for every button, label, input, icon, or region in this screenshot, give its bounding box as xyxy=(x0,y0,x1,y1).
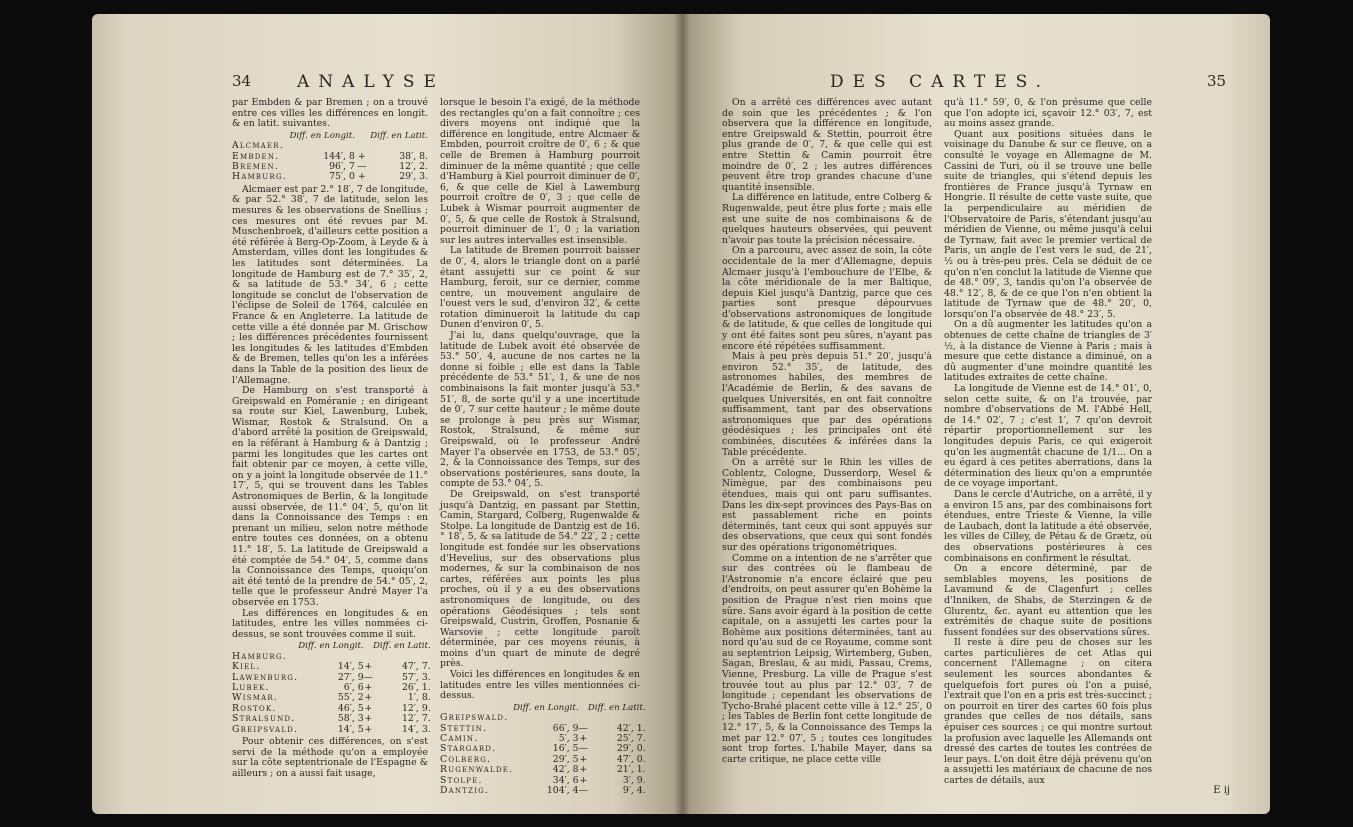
right-page-number: 35 xyxy=(1207,72,1227,90)
table-row: Stralsund. 58′, 3 + 12′, 7. xyxy=(232,713,431,725)
book-gutter xyxy=(674,14,690,814)
table-header: Diff. en Longit. xyxy=(289,130,355,141)
paragraph: On a encore déterminé, par de semblables moyens, les positions de Lavamund & de Clagenfurt ; celles d'Inniken, de Shabs, de Sterzingen & de Glurentz, &c. ayant eu attention que les extrémités de chaque suite de positions fussent fondées sur des observations sûres. xyxy=(944,563,1152,638)
table-row: Greipsvald. 14′, 5 + 14′, 3. xyxy=(232,723,431,735)
paragraph: La longitude de Vienne est de 14.° 01′, 0, selon cette suite, & on l'a trouvée, par nombre d'observations de M. l'Abbé Hell, de 14.° 02′, 7 ; c'est 1′, 7 qu'on devroit répartir proportionnellement sur les longitudes depuis Paris, ce qui exigeroit qu'on les augmentât chacune de 1/1... On a eu égard à ces petites aberrations, dans la détermination des lieux qu'on a empruntée de ce voyage important. xyxy=(944,383,1152,490)
table-row: Colberg. 29′, 5 + 47′, 0. xyxy=(440,753,646,765)
table-row: Wismar. 55′, 2 + 1′, 8. xyxy=(232,692,431,704)
table-row: Kiel. 14′, 5 + 47′, 7. xyxy=(232,661,431,673)
paragraph: Les différences en longitudes & en latitudes, entre les villes nommées ci-dessus, se sont trouvées comme il suit. xyxy=(232,607,428,640)
paragraph: Quant aux positions situées dans le voisinage du Danube & sur ce fleuve, on a consulté le voyage en Allemagne de M. Cassini de Turi, où il se trouve une belle suite de triangles, qui s'étend depuis les frontières de France jusqu'à Tyrnaw en Hongrie. Il résulte de cette vaste suite, que la perpendiculaire au méridien de l'Observatoire de Paris, s'étendant jusqu'au méridien de Vienne, ou même jusqu'à celui de Tyrnaw, fait avec le premier vertical de Paris, un angle de l'est vers le sud, de 21′, ½ ou à très-peu près. Cela se déduit de ce qu'on n'en conclut la latitude de Vienne que de 48.° 09′, 3, tandis qu'on l'a observée de 48.° 12′, 8, & de ce que l'on n'en obtient la latitude de Tyrnaw que de 48.° 20′, 0, lorsqu'on l'a observée de 48.° 23′, 5. xyxy=(944,128,1152,320)
paragraph: Mais à peu près depuis 51.° 20′, jusqu'à environ 52.° 35′, de latitude, des astronomes habiles, des membres de l'Académie de Berlin, & des savans de quelques Universités, en ont fait connoître suffisamment, tant par des observations astronomiques que par des opérations géodésiques ; les principales ont été combinées, discutées & inférées dans la Table précédente. xyxy=(722,351,932,458)
table-row: Stolpe. 34′, 6 + 3′, 9. xyxy=(440,774,646,786)
left-column-2 xyxy=(440,97,646,799)
paragraph: Dans le cercle d'Autriche, on a arrêté, il y a environ 15 ans, par des combinaisons fort étendues, entre Trieste & Vienne, la ville de Laubach, dont la latitude a été observée, les villes de Cilley, de Pétau & de Grætz, où des observations postérieures à ces combinaisons en confirment le résultat. xyxy=(944,488,1152,564)
paragraph: On a parcouru, avec assez de soin, la côte occidentale de la mer d'Allemagne, depuis Alcmaer jusqu'à l'embouchure de l'Elbe, & la côte méridionale de la mer Baltique, depuis Kiel jusqu'à Dantzig, parce que ces parties sont presque dépourvues d'observations astronomiques de longitude & de latitude, & que celles de longitude qui y ont été faites sont peu sûres, n'ayant pas encore été répétées suffisamment. xyxy=(722,245,932,352)
table-row: Alcmaer. xyxy=(232,140,284,152)
paragraph: par Embden & par Bremen ; on a trouvé entre ces villes les différences en longit. & en latit. suivantes. xyxy=(232,97,428,130)
left-page xyxy=(92,14,682,814)
paragraph: Comme on a intention de ne s'arrêter que sur des contrées où le flambeau de l'Astronomie n'a encore éclairé que peu d'endroits, on peut assurer qu'en Bohème la position de Prague n'est rien moins que sûre. Sans avoir égard à la position de cette capitale, on a assujetti les cartes pour la Bohème aux positions déterminées, tant au nord qu'au sud de ce Royaume, comme sont au septentrion Leipsig, Wirtemberg, Guben, Sagan, Breslau, & au midi, Passau, Crems, Vienne, Presburg. La ville de Prague s'est trouvée tout au plus par 12.° 03′, 7 de longitude ; cependant les observations de Tycho-Brahé placent cette ville à 12.° 25′, 0 ; les Tables de Berlin font cette longitude de 12.° 17′, 5, & la Connoissance des Temps la met par 12.° 07′, 5 ; toutes ces longitudes sont trop fortes. L'habile Mayer, dans sa carte critique, ne place cette ville xyxy=(722,552,932,765)
table-row: Stettin. 66′, 9 — 42′, 1. xyxy=(440,722,646,734)
table-row: Rugenwalde. 42′, 8 + 21′, 1. xyxy=(440,764,646,776)
signature-mark: E ij xyxy=(1213,785,1230,796)
table-header: Diff. en Latit. xyxy=(372,641,431,652)
right-column-2 xyxy=(944,98,1152,787)
table-row: Dantzig. 104′, 4 — 9′, 4. xyxy=(440,785,646,797)
table-row: Greipswald. xyxy=(440,712,509,724)
right-running-head: DES CARTES. xyxy=(830,72,1051,92)
paragraph: On a dû augmenter les latitudes qu'on a obtenues de cette chaîne de triangles de 3′ ½, à la distance de Vienne à Paris ; mais à mesure que cette distance a diminué, on a dû augmenter d'une moindre quantité les latitudes extraites de cette chaîne. xyxy=(944,319,1152,384)
table-embden xyxy=(232,131,428,183)
table-row: Hamburg. 75′, 0 + 29′, 3. xyxy=(232,171,428,183)
paragraph: La différence en latitude, entre Colberg & Rugenwalde, peut être plus forte ; mais elle est une suite de nos combinaisons & de quelques hauteurs observées, qui peuvent n'avoir pas toute la précision nécessaire. xyxy=(722,192,932,246)
left-running-head: ANALYSE xyxy=(297,72,445,92)
table-header: Diff. en Longit. xyxy=(298,641,364,652)
table-header: Diff. en Longit. xyxy=(513,702,579,713)
table-row: Bremen. 96′, 7 — 12′, 2. xyxy=(232,161,428,172)
table-row: Lawenburg. 27′, 9 — 57′, 3. xyxy=(232,671,431,683)
table-row: Hamburg. xyxy=(232,650,287,662)
table-header: Diff. en Latit. xyxy=(370,130,428,141)
table-row: Rostok. 46′, 5 + 12′, 9. xyxy=(232,702,431,714)
table-header: Diff. en Latit. xyxy=(587,702,646,713)
paragraph: J'ai lu, dans quelqu'ouvrage, que la latitude de Lubek avoit été observée de 53.° 50′, 4, aucune de nos cartes ne la donne si foible ; elle est dans la Table précédente de 53.° 51′, 1, & une de nos combinaisons la fait monter jusqu'à 53.° 51′, 8, de sorte qu'il y a une incertitude de 0′, 7 sur cette hauteur ; le même doute se prolonge à peu près sur Wismar, Rostok, Stralsund, & même sur Greipswald, où le professeur André Mayer l'a observée en 1753, de 53.° 05′, 2, & la Connoissance des Temps, sur des observations postérieures, sans doute, la compte de 53.° 04′, 5. xyxy=(440,330,640,490)
open-book xyxy=(92,14,1270,814)
table-greipswald xyxy=(440,703,646,797)
paragraph: Voici les différences en longitudes & en latitudes entre les villes mentionnées ci-dessus. xyxy=(440,669,640,702)
table-hamburg xyxy=(232,641,431,735)
paragraph: De Greipswald, on s'est transporté jusqu'à Dantzig, en passant par Stettin, Camin, Stargard, Colberg, Rugenwalde & Stolpe. La longitude de Dantzig est de 16.° 18′, 5, & sa latitude de 54.° 22′, 2 ; cette longitude est fondée sur les observations d'Hevelius, sur des observations plus modernes, & sur la combinaison de nos cartes, référées aux points les plus proches, où il y a eu des observations astronomiques de longitude, ou des opérations Géodésiques ; tels sont Greipswald, Custrin, Groffen, Posnanie & Warsovie ; cette longitude paroît déterminée, par ces moyens réunis, à moins d'un quart de minute de degré près. xyxy=(440,488,640,670)
left-page-number: 34 xyxy=(232,72,252,90)
paragraph: La latitude de Bremen pourroit baisser de 0′, 4, alors le triangle dont on a parlé étant assujetti sur ce point & sur Hamburg, feroit, sur ce dernier, comme centre, un mouvement angulaire de l'ouest vers le sud, d'environ 32′, & cette rotation diminueroit la latitude du cap Dunen d'environ 0′, 5. xyxy=(440,245,640,331)
table-row: Stargard. 16′, 5 — 29′, 0. xyxy=(440,743,646,755)
paragraph: On a arrêté ces différences avec autant de soin que les précédentes ; & l'on observera que la différence en longitude, entre Greipswald & Stettin, pourroit être plus grande de 0′, 7, & que celle qui est entre Stettin & Camin pourroit être moindre de 0′, 2 ; les autres différences peuvent être trop grandes chacune d'une quantité insensible. xyxy=(722,97,932,193)
paragraph: lorsque le besoin l'a exigé, de la méthode des rectangles qu'on a fait connoître ; ces divers moyens ont indiqué que la différence en longitude, entre Alcmaer & Embden, pourroit croître de 0′, 6 ; & que celle de Bremen à Hamburg pourroit diminuer de la même quantité ; que celle d'Hamburg à Kiel pourroit diminuer de 0′, 6, & que celle de Kiel à Lawemburg pourroit croître de 0′, 3 ; que celle de Lubek à Wismar pourroit augmenter de 0′, 5, & que celle de Rostok à Stralsund, pourroit diminuer de 1′, 0 ; la variation sur les autres intervalles est insensible. xyxy=(440,97,640,246)
paragraph: qu'à 11.° 59′, 0, & l'on présume que celle que l'on adopte ici, sçavoir 12.° 03′, 7, est au moins assez grande. xyxy=(944,97,1152,130)
paragraph: Pour obtenir ces différences, on s'est servi de la méthode qu'on a employée sur la côte septentrionale de l'Espagne & ailleurs ; on a aussi fait usage, xyxy=(232,736,428,779)
table-row: Embden. 144′, 8 + 38′, 8. xyxy=(232,150,428,162)
paragraph: Alcmaer est par 2.° 18′, 7 de longitude, & par 52.° 38′, 7 de latitude, selon les mesures & les observations de Snellius ; ces mesures ont été revues par M. Muschenbroek, d'ailleurs cette position a été référée à Berg-Op-Zoom, à Leyde & à Amsterdam, villes dont les longitudes & les latitudes sont déterminées. La longitude de Hamburg est de 7.° 35′, 2, & sa latitude de 53.° 34′, 6 ; cette longitude se conclut de l'observation de l'éclipse de Soleil de 1764, calculée en France & en Angleterre. La latitude de cette ville a été donnée par M. Grischow ; les différences précédentes fournissent les longitudes & les latitudes d'Embden & de Bremen, telles qu'on les a inférées dans la Table de la position des lieux de l'Allemagne. xyxy=(232,183,428,386)
paragraph: Il reste à dire peu de choses sur les cartes particulières de cet Atlas qui concernent l'Allemagne ; on citera seulement les sources abondantes & quelquefois fort pures où l'on a puisé, l'extrait que l'on en a pris est très-succinct ; on pourroit en tirer des cartes 60 fois plus grandes que celles de nos détails, sans épuiser ces sources ; ce qui montre surtout la profusion avec laquelle les Allemands ont dressé des cartes de toutes les contrées de leur pays. L'on doit être déjà prévenu qu'on a assujetti les matériaux de chacune de nos cartes de détails, aux xyxy=(944,637,1152,786)
table-row: Camin. 5′, 3 + 25′, 7. xyxy=(440,733,646,745)
right-page xyxy=(682,14,1270,814)
left-column-1 xyxy=(232,97,431,779)
right-column-1 xyxy=(722,98,932,765)
paragraph: On a arrêté sur le Rhin les villes de Coblentz, Cologne, Dusserdorp, Wesel & Nimègue, par des combinaisons peu étendues, mais qui ont paru suffisantes. Dans les dix-sept provinces des Pays-Bas on est passablement riche en points déterminés, tant ceux qui sont appuyés sur des observations, que ceux qui sont fondés sur des opérations trigonométriques. xyxy=(722,457,932,553)
table-row: Lubek. 6′, 6 + 26′, 1. xyxy=(232,681,431,693)
paragraph: De Hamburg on s'est transporté à Greipswald en Poméranie ; en dirigeant sa route sur Kiel, Lawenburg, Lubek, Wismar, Rostok & Stralsund. On a d'abord arrêté la position de Greipswald, en la référant à Hamburg & à Dantzig ; parmi les longitudes que les cartes ont fait obtenir par ce moyen, à cette ville, on y a joint la longitude observée de 11.° 17′, 5, qui se trouvent dans les Tables Astronomiques de Berlin, & la longitude aussi observée, de 11.° 04′, 5, qu'on lit dans la Connoissance des Temps : en prenant un milieu, selon notre méthode entre toutes ces données, on a obtenu 11.° 18′, 5. La latitude de Greipswald a été comptée de 54.° 04′, 5, comme dans la Connoissance des Temps, quoiqu'on ait été tenté de la prendre de 54.° 05′, 2, telle que le professeur André Mayer l'a observée en 1753. xyxy=(232,385,428,608)
